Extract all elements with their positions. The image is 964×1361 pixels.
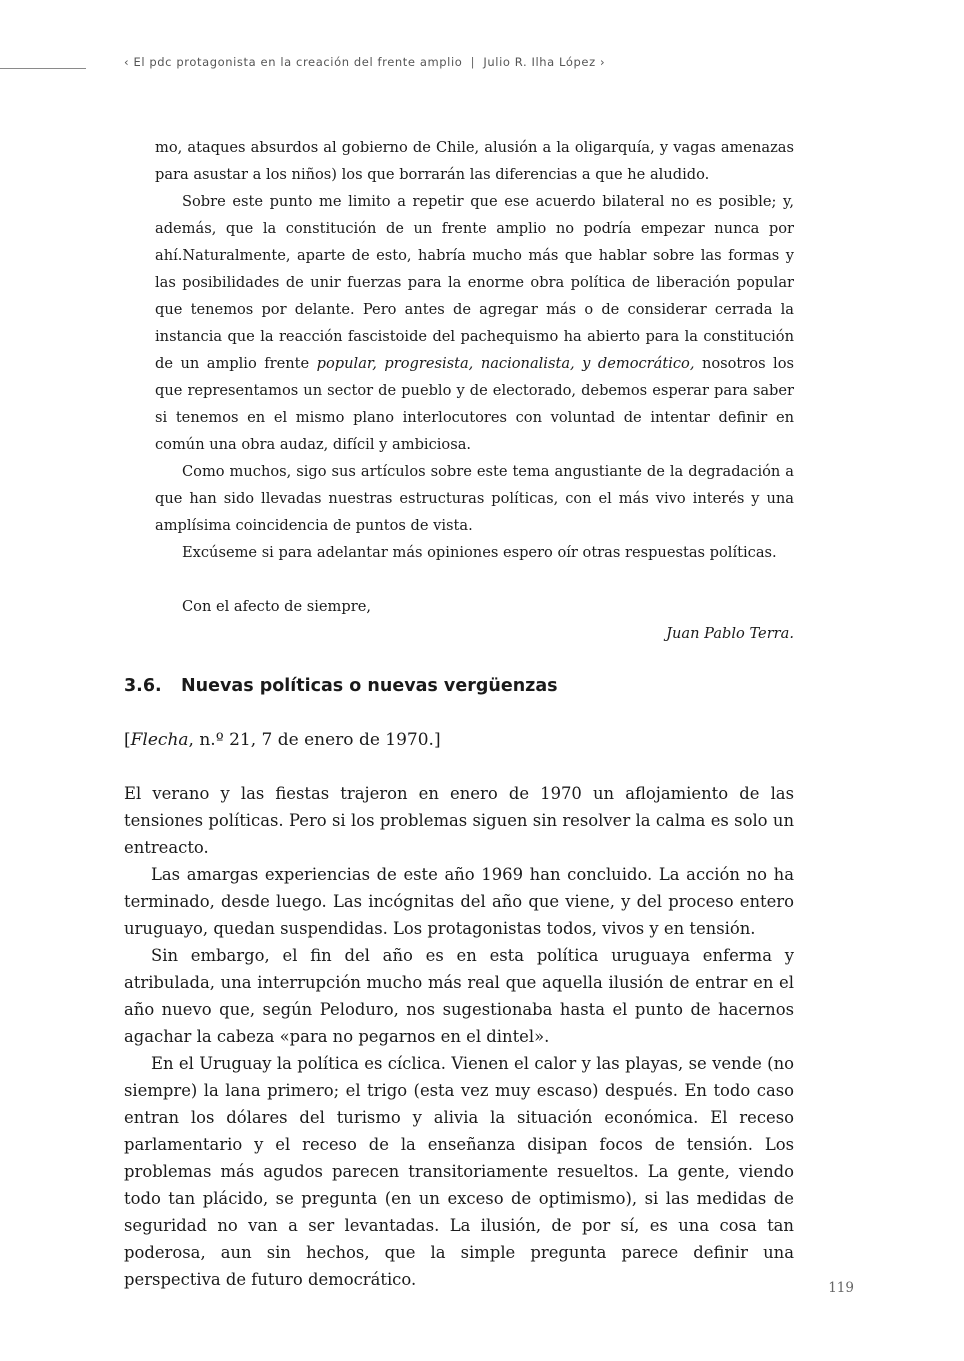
running-header-separator: | bbox=[470, 55, 476, 69]
article-body bbox=[124, 780, 794, 1293]
section-number: 3.6. bbox=[124, 676, 162, 696]
letter-quote bbox=[155, 134, 794, 647]
running-header-book-title: ‹ El pdc protagonista en la creación del frente amplio bbox=[124, 55, 463, 69]
body-paragraph: Sin embargo, el fin del año es en esta política uruguaya enferma y atribulada, una interrupción mucho más real que aquella ilusión de entrar en el año nuevo que, según Peloduro, nos sugestionaba hasta el punto de hacernos agachar la cabeza «para no pegarnos en el dintel». bbox=[124, 946, 794, 1046]
citation-source: Flecha bbox=[130, 730, 189, 750]
running-header-author: Julio R. Ilha López › bbox=[483, 55, 606, 69]
letter-signature: Juan Pablo Terra. bbox=[666, 625, 794, 642]
quote-paragraph: Como muchos, sigo sus artículos sobre este tema angustiante de la degradación a que han sido llevadas nuestras estructuras políticas, con el más vivo interés y una amplísima coincidencia de puntos de vista. bbox=[155, 463, 794, 534]
quote-paragraph: Excúseme si para adelantar más opiniones espero oír otras respuestas políticas. bbox=[182, 544, 777, 561]
quote-text: Sobre este punto me limito a repetir que ese acuerdo bilateral no es posible; y, además, que la constitución de un frente amplio no podría empezar nunca por ahí.Naturalmente, aparte de esto, habría mucho más que hablar sobre las formas y las posibilidades de unir fuerzas para la enorme obra política de liberación popular que tenemos por delante. Pero antes de agregar más o de considerar cerrada la instancia que la reacción fascistoide del pachequismo ha abierto para la constitución de un amplio frente bbox=[155, 193, 794, 372]
quote-paragraph: mo, ataques absurdos al gobierno de Chile, alusión a la oligarquía, y vagas amenazas para asustar a los niños) los que borrarán las diferencias a que he aludido. bbox=[155, 139, 794, 183]
citation-details: , n.º 21, 7 de enero de 1970.] bbox=[188, 730, 441, 750]
section-heading bbox=[124, 673, 824, 699]
quote-paragraph bbox=[155, 188, 794, 458]
body-paragraph: En el Uruguay la política es cíclica. Vienen el calor y las playas, se vende (no siempre) la lana primero; el trigo (esta vez muy escaso) después. En todo caso entran los dólares del turismo y alivia la situación económica. El receso parlamentario y el receso de la enseñanza disipan focos de tensión. Los problemas más agudos parecen transitoriamente resueltos. La gente, viendo todo tan plácido, se pregunta (en un exceso de optimismo), si las medidas de seguridad no van a ser levantadas. La ilusión, de por sí, es una cosa tan poderosa, aun sin hechos, que la simple pregunta parece definir una perspectiva de futuro democrático. bbox=[124, 1054, 794, 1289]
body-paragraph: Las amargas experiencias de este año 1969 han concluido. La acción no ha terminado, desde luego. Las incógnitas del año que viene, y del proceso entero uruguayo, quedan suspendidas. Los protagonistas todos, vivos y en tensión. bbox=[124, 865, 794, 938]
source-citation bbox=[124, 726, 794, 754]
header-rule bbox=[0, 68, 86, 69]
quote-italic-text: popular, progresista, nacionalista, y democrático, bbox=[316, 355, 695, 372]
page-number: 119 bbox=[828, 1280, 854, 1296]
running-header bbox=[124, 55, 824, 69]
body-paragraph: El verano y las fiestas trajeron en enero de 1970 un aflojamiento de las tensiones políticas. Pero si los problemas siguen sin resolver la calma es solo un entreacto. bbox=[124, 784, 794, 857]
letter-closing: Con el afecto de siempre, bbox=[182, 598, 371, 615]
citation-open-bracket: [ bbox=[124, 730, 131, 750]
section-title: Nuevas políticas o nuevas vergüenzas bbox=[181, 676, 558, 696]
quote-text: nosotros los que representamos un sector de pueblo y de electorado, debemos esperar para saber si tenemos en el mismo plano interlocutores con voluntad de intentar definir en común una obra audaz, difícil y ambiciosa. bbox=[155, 355, 794, 453]
